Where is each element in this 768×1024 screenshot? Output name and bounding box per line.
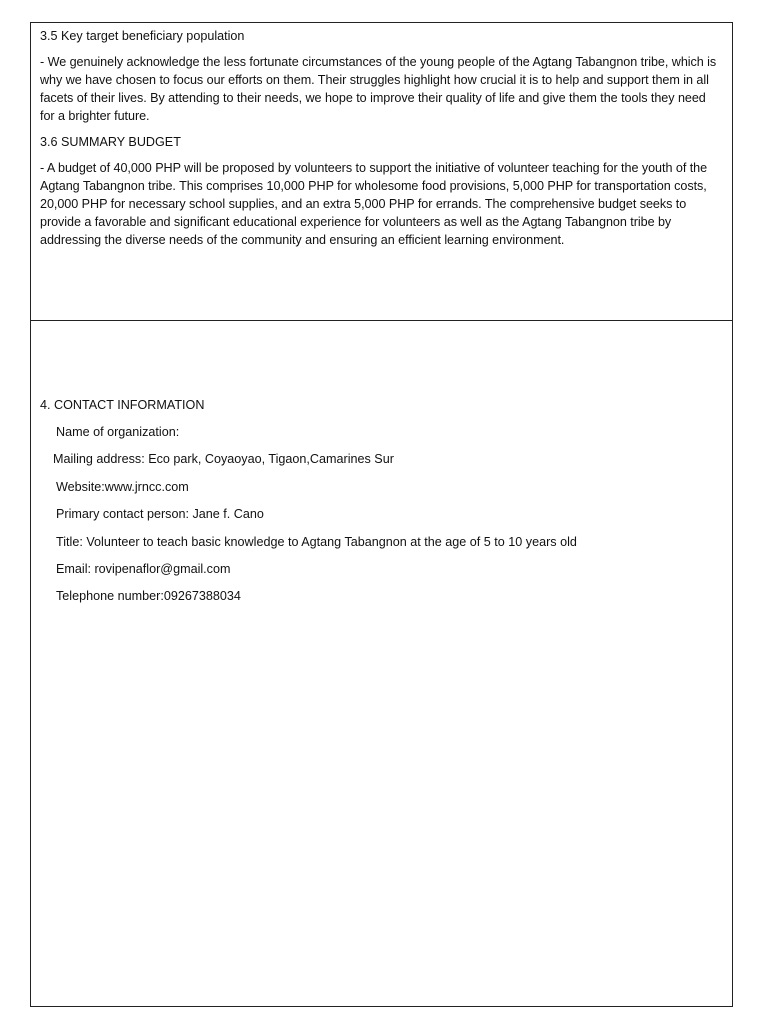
contact-information-section	[40, 396, 718, 615]
email-line: Email: rovipenaflor@gmail.com	[56, 561, 231, 576]
website-line: Website:www.jrncc.com	[56, 479, 189, 494]
mailing-address-line: Mailing address: Eco park, Coyaoyao, Tigaon,Camarines Sur	[53, 452, 394, 467]
telephone-line: Telephone number:09267388034	[56, 589, 241, 604]
beneficiary-heading: 3.5 Key target beneficiary population	[40, 29, 245, 43]
document-frame	[30, 22, 733, 1007]
title-line: Title: Volunteer to teach basic knowledge to Agtang Tabangnon at the age of 5 to 10 years old	[56, 534, 577, 549]
primary-contact-line: Primary contact person: Jane f. Cano	[56, 507, 264, 522]
section-divider	[31, 320, 732, 321]
budget-paragraph: - A budget of 40,000 PHP will be proposed by volunteers to support the initiative of volunteer teaching for the youth of the Agtang Tabangnon tribe. This comprises 10,000 PHP for wholesome food provisions, 5,000 PHP for transportation costs, 20,000 PHP for necessary school supplies, and an extra 5,000 PHP for errands. The comprehensive budget seeks to provide a favorable and significant educational experience for volunteers as well as the Agtang Tabangnon tribe by addressing the diverse needs of the community and ensuring an efficient learning environment.	[40, 161, 708, 247]
beneficiary-paragraph: - We genuinely acknowledge the less fortunate circumstances of the young people of the Agtang Tabangnon tribe, which is why we have chosen to focus our efforts on them. Their struggles highlight how crucial it is to help and support them in all facets of their lives. By attending to their needs, we hope to improve their quality of life and give them the tools they need for a brighter future.	[40, 55, 717, 123]
objectives-budget-section	[40, 27, 718, 249]
organization-name-line: Name of organization:	[56, 425, 180, 439]
budget-heading: 3.6 SUMMARY BUDGET	[40, 135, 181, 149]
contact-heading: 4. CONTACT INFORMATION	[40, 398, 205, 412]
